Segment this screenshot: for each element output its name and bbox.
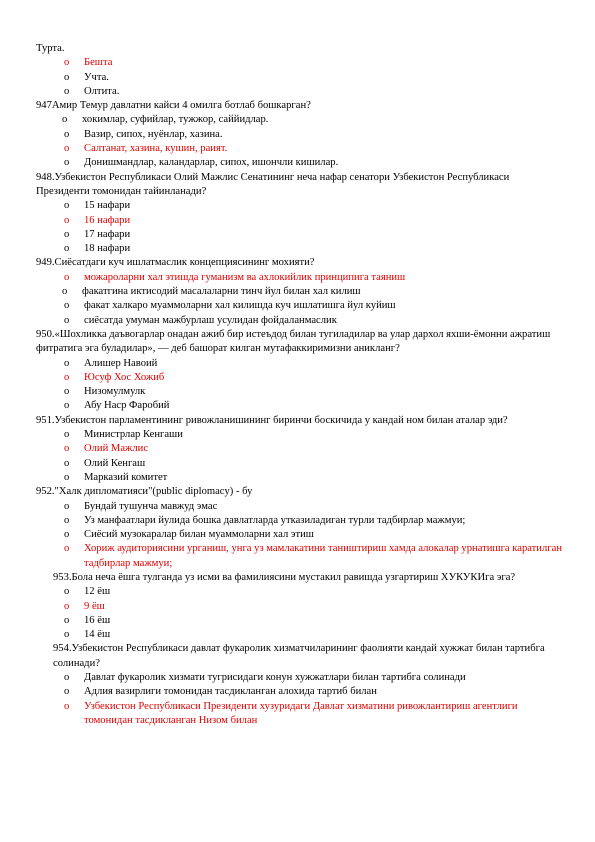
bullet: o bbox=[62, 286, 68, 298]
bullet: o bbox=[64, 200, 70, 212]
bullet: o bbox=[64, 443, 70, 455]
question-948 bbox=[36, 171, 565, 257]
option-item: o Донишмандлар, каландарлар, сипох, ишончли кишилар. bbox=[64, 156, 565, 170]
question-text: 949.Сиёсатдаги куч ишлатмаслик концепциясининг мохияти? bbox=[36, 257, 315, 269]
option-item: o Юсуф Хос Хожиб bbox=[64, 371, 565, 385]
bullet: o bbox=[64, 543, 70, 555]
bullet: o bbox=[64, 157, 70, 169]
question-949 bbox=[36, 256, 565, 327]
option-item: o Учта. bbox=[64, 71, 565, 85]
bullet: o bbox=[64, 700, 70, 712]
bullet: o bbox=[64, 85, 70, 97]
bullet: o bbox=[64, 57, 70, 69]
bullet: o bbox=[62, 114, 68, 126]
option-item: o 14 ёш bbox=[64, 628, 565, 642]
option-item: o сиёсатда умуман мажбурлаш усулидан фойдаланмаслик bbox=[64, 314, 565, 328]
question-text: 948.Узбекистон Республикаси Олий Мажлис Сенатининг неча нафар сенатори Узбекистон Республикаси Президенти томонидан тайинланади? bbox=[36, 171, 510, 197]
option-item: o Давлат фукаролик хизмати тугрисидаги конун хужжатлари билан тартибга солинади bbox=[64, 671, 565, 685]
question-951 bbox=[36, 414, 565, 485]
option-item: o 16 ёш bbox=[64, 614, 565, 628]
question-950 bbox=[36, 328, 565, 414]
option-item: o Бундай тушунча мавжуд эмас bbox=[64, 500, 565, 514]
option-item: o Олий Мажлис bbox=[64, 442, 565, 456]
bullet: o bbox=[64, 600, 70, 612]
bullet: o bbox=[64, 357, 70, 369]
option-item: o можароларни хал этишда гуманизм ва ахлокийлик принципига таяниш bbox=[64, 271, 565, 285]
options-953 bbox=[36, 585, 565, 642]
option-item: o хокимлар, суфийлар, тужжор, саййидлар. bbox=[62, 113, 565, 127]
bullet: o bbox=[64, 529, 70, 541]
bullet: o bbox=[64, 314, 70, 326]
option-item: o Салтанат, хазина, кушин, раият. bbox=[64, 142, 565, 156]
intro-options bbox=[36, 56, 565, 99]
option-item: o Алишер Навоий bbox=[64, 357, 565, 371]
question-text: 947Амир Темур давлатни кайси 4 омилга ботлаб бошкарган? bbox=[36, 100, 311, 112]
option-item: o Олий Кенгаш bbox=[64, 457, 565, 471]
option-item: o Марказий комитет bbox=[64, 471, 565, 485]
question-953 bbox=[53, 571, 565, 585]
intro-line: Турта. bbox=[36, 43, 65, 54]
question-text: 954.Узбекистон Республикаси давлат фукаролик хизматчиларининг фаолияти кандай хужжат билан тартибга солинади? bbox=[53, 643, 545, 669]
bullet: o bbox=[64, 128, 70, 140]
option-item: o Низомулмулк bbox=[64, 385, 565, 399]
option-item: o 9 ёш bbox=[64, 600, 565, 614]
option-item: o Хориж аудиториясини урганиш, унга уз мамлакатини таништириш хамда алокалар урнатишга каратилган тадбирлар мажмуи; bbox=[64, 542, 565, 571]
option-item: o Адлия вазирлиги томонидан тасдикланган алохида тартиб билан bbox=[64, 685, 565, 699]
options-954 bbox=[36, 671, 565, 728]
option-item: o Абу Наср Фаробий bbox=[64, 399, 565, 413]
bullet: o bbox=[64, 429, 70, 441]
option-item: o Сиёсий музокаралар билан муаммоларни хал этиш bbox=[64, 528, 565, 542]
bullet: o bbox=[64, 629, 70, 641]
bullet: o bbox=[64, 371, 70, 383]
bullet: o bbox=[64, 71, 70, 83]
bullet: o bbox=[64, 614, 70, 626]
bullet: o bbox=[64, 214, 70, 226]
question-text: 952."Халк дипломатияси"(public diplomacy) - бу bbox=[36, 486, 253, 498]
question-952 bbox=[36, 485, 565, 571]
option-item: o Вазир, сипох, нуёнлар, хазина. bbox=[64, 128, 565, 142]
bullet: o bbox=[64, 400, 70, 412]
option-item: o Олтита. bbox=[64, 85, 565, 99]
bullet: o bbox=[64, 271, 70, 283]
bullet: o bbox=[64, 514, 70, 526]
bullet: o bbox=[64, 228, 70, 240]
option-item: o факат халкаро муаммоларни хал килишда куч ишлатишга йул куйиш bbox=[64, 299, 565, 313]
question-text: 950.«Шохликка даъвогарлар онадан ажиб бир истеъдод билан тугиладилар ва улар дархол яхши-ёмонни ажратиш фитратига эга буладилар», — деб башорат килган мутафаккиримизни аникланг? bbox=[36, 328, 551, 355]
question-947 bbox=[36, 99, 565, 170]
option-item: o Министрлар Кенгаши bbox=[64, 428, 565, 442]
option-item: o 15 нафари bbox=[64, 199, 565, 213]
question-text: 953.Бола неча ёшга тулганда уз исми ва фамилиясини мустакил равишда узгартириш ХУКУКИга эга? bbox=[53, 571, 516, 583]
option-item: o Бешта bbox=[64, 56, 565, 70]
bullet: o bbox=[64, 500, 70, 512]
option-item: o факатгина иктисодий масалаларни тинч йул билан хал килиш bbox=[62, 285, 565, 299]
bullet: o bbox=[64, 686, 70, 698]
option-item: o 12 ёш bbox=[64, 585, 565, 599]
bullet: o bbox=[64, 143, 70, 155]
bullet: o bbox=[64, 300, 70, 312]
question-text: 951.Узбекистон парламентининг ривожланишининг биринчи боскичида у кандай ном билан аталар эди? bbox=[36, 414, 508, 426]
bullet: o bbox=[64, 457, 70, 469]
bullet: o bbox=[64, 386, 70, 398]
option-item: o Уз манфаатлари йулида бошка давлатларда утказиладиган турли тадбирлар мажмуи; bbox=[64, 514, 565, 528]
bullet: o bbox=[64, 471, 70, 483]
option-item: o 16 нафари bbox=[64, 214, 565, 228]
bullet: o bbox=[64, 243, 70, 255]
bullet: o bbox=[64, 672, 70, 684]
option-item: o 17 нафари bbox=[64, 228, 565, 242]
question-954 bbox=[53, 642, 565, 671]
option-item: o Узбекистон Республикаси Президенти хузуридаги Давлат хизматини ривожлантириш агентлиги томонидан тасдикланган Низом билан bbox=[64, 700, 565, 729]
bullet: o bbox=[64, 586, 70, 598]
option-item: o 18 нафари bbox=[64, 242, 565, 256]
